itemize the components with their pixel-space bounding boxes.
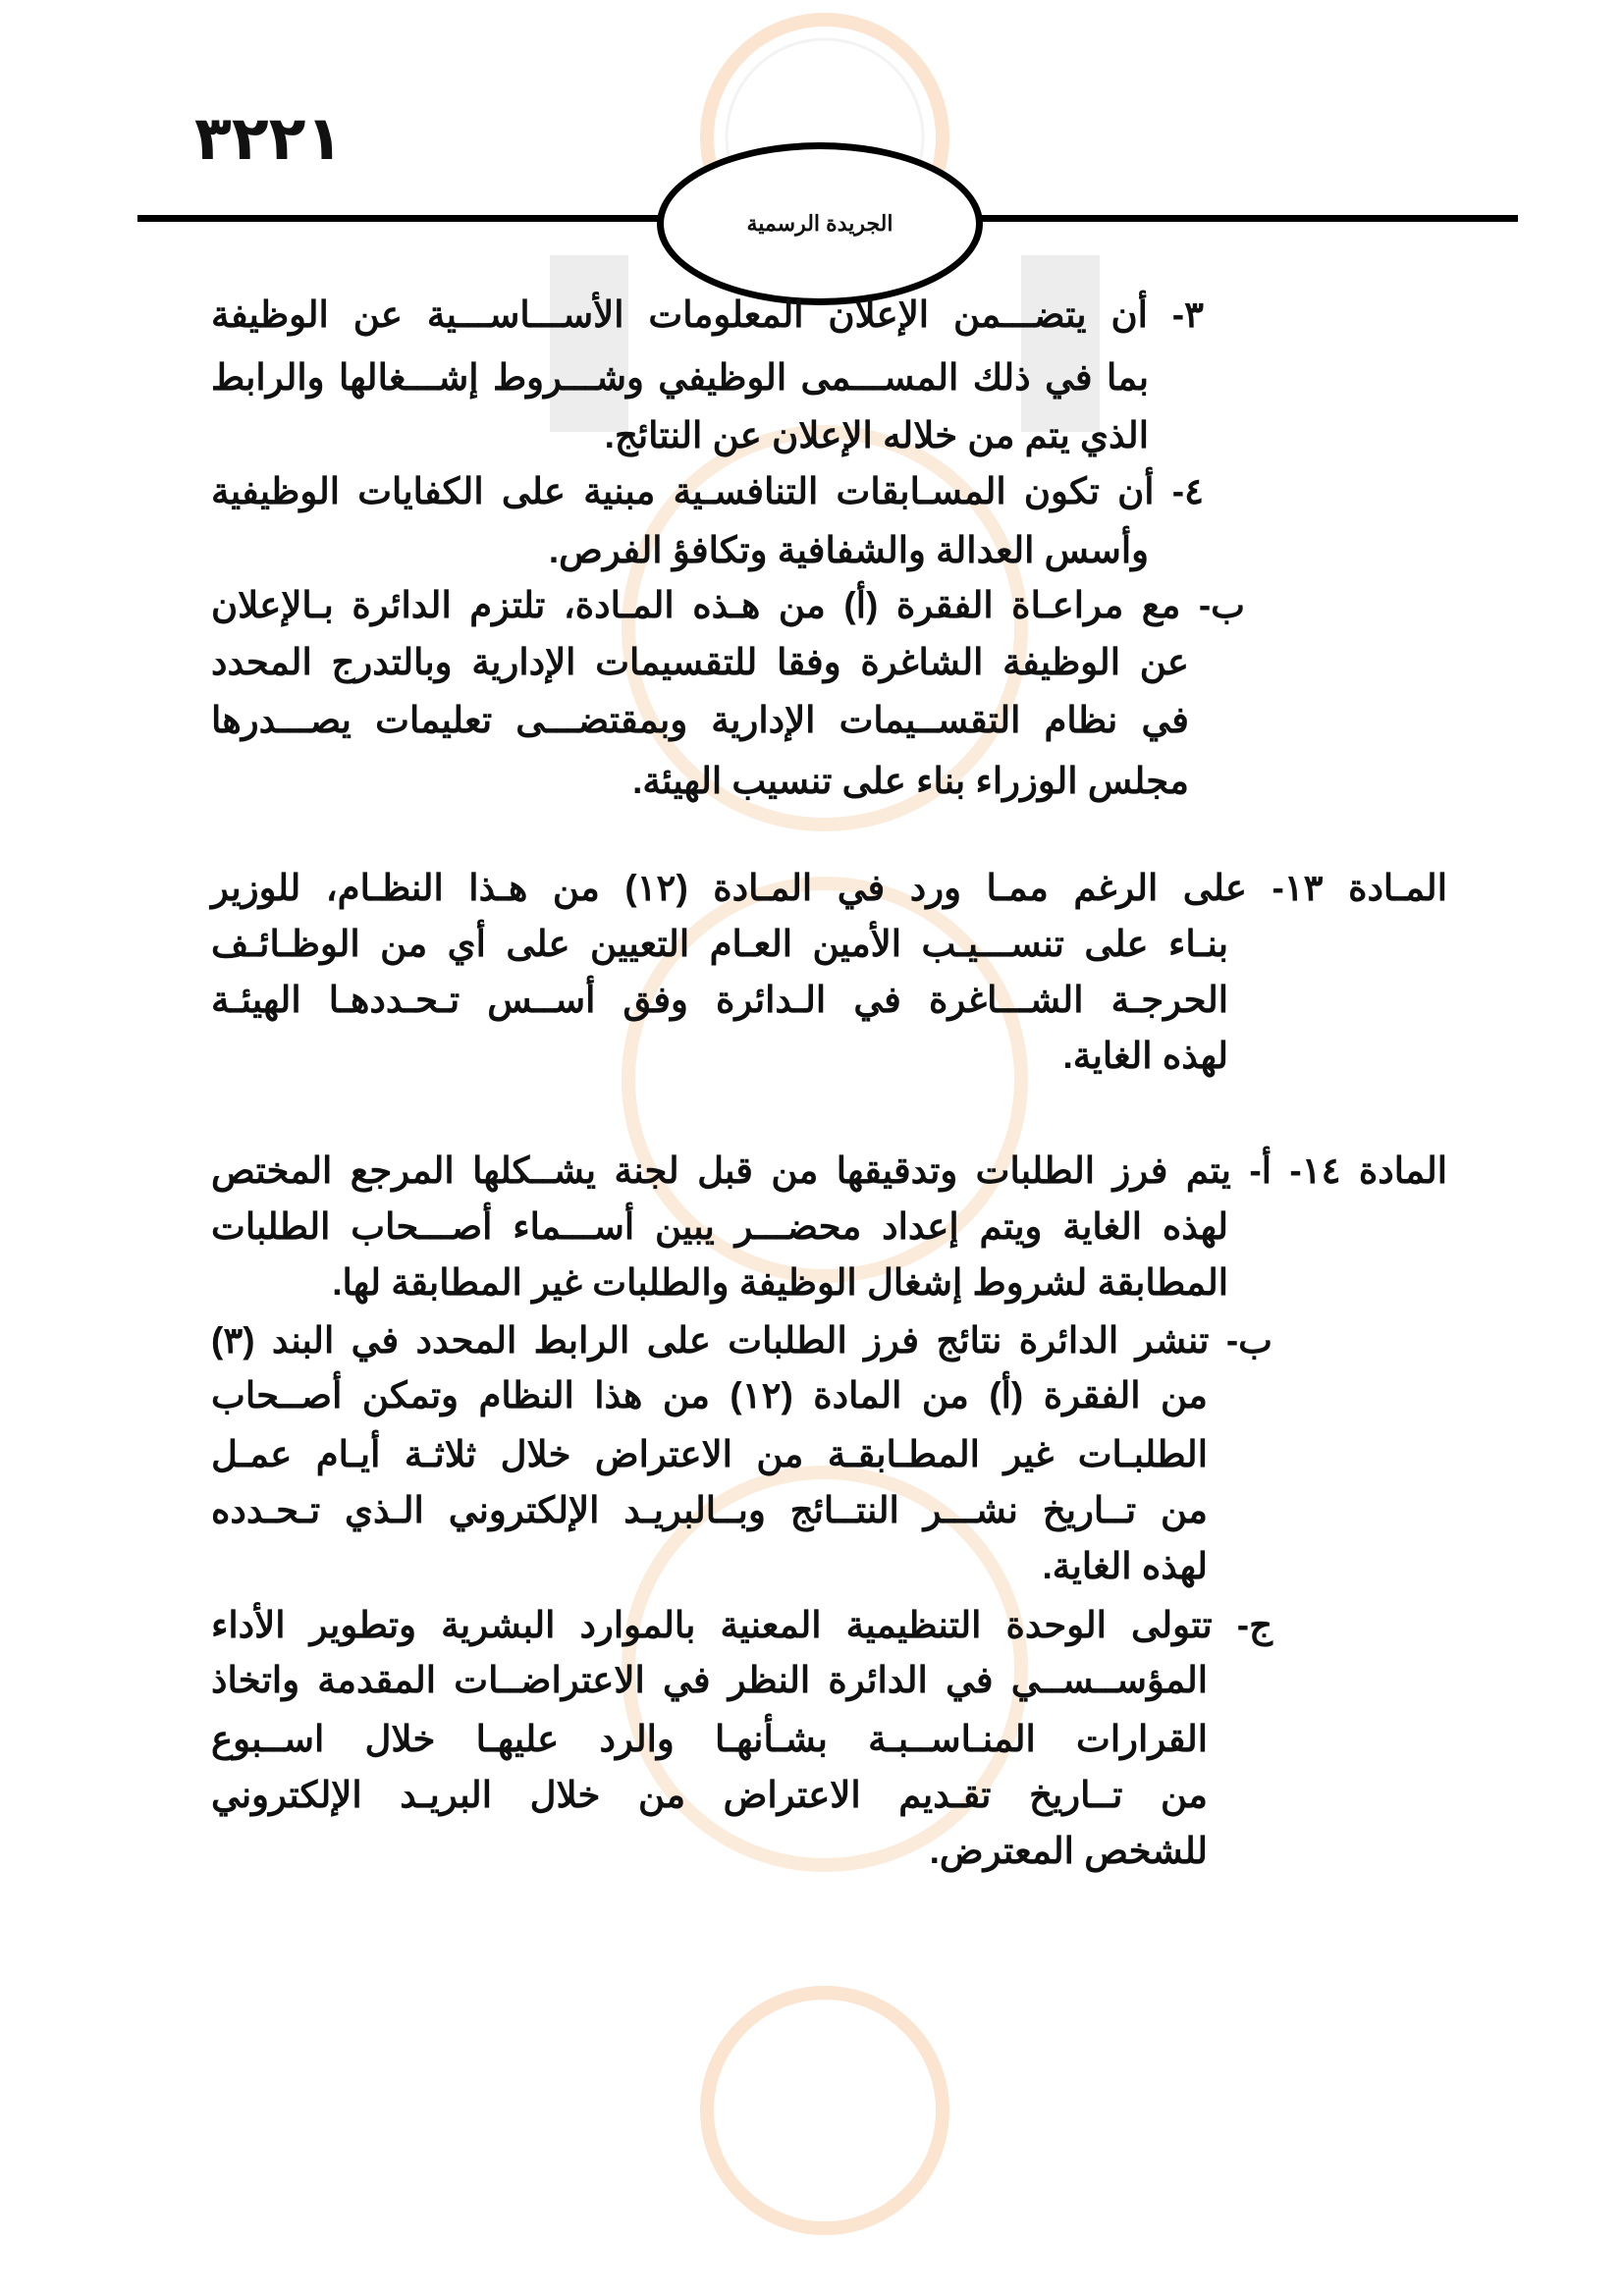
article-14-line: القرارات المنـاســبـة بشـأنهـا والرد عليهـا خلال اســبوع [211,1719,1208,1759]
text-line: في نظام التقســيمات الإدارية وبمقتضـــى تعليمات يصـــدرها [211,700,1189,740]
text-line: ٣- أن يتضـــمن الإعلان المعلومات الأســـاســـية عن الوظيفة [211,294,1204,335]
gazette-title: الجريدة الرسمية [746,211,893,236]
article-13-line: لهذه الغاية. [1062,1036,1228,1076]
article-14-line: من تــاريخ نشـــر النتــائج وبــالبريـد الإلكتروني الـذي تـحـدده [211,1490,1208,1530]
article-13-line: بنـاء على تنســـيـب الأمين العـام التعيين على أي من الوظـائـف [211,924,1228,964]
article-14-line: المادة ١٤- أ- يتم فرز الطلبات وتدقيقها من قبل لجنة يشــكلها المرجع المختص [211,1150,1447,1191]
article-14-line: ب- تنشر الدائرة نتائج فرز الطلبات على الرابط المحدد في البند (٣) [211,1320,1272,1361]
text-line: الذي يتم من خلاله الإعلان عن النتائج. [604,415,1149,455]
text-line: بما في ذلك المســـمى الوظيفي وشـــروط إشـــغالها والرابط [211,357,1149,398]
article-14-line: من تــاريخ تقـديم الاعتراض من خلال البريـد الإلكتروني [211,1775,1208,1815]
article-13-line: المـادة ١٣- على الرغم ممـا ورد في المـادة (١٢) من هـذا النظـام، للوزير [211,868,1447,908]
article-14-line: المؤســســي في الدائرة النظر في الاعتراضــات المقدمة واتخاذ [211,1660,1208,1700]
article-14-line: للشخص المعترض. [929,1831,1208,1871]
text-line: مجلس الوزراء بناء على تنسيب الهيئة. [632,761,1189,801]
page-number: ٣٢٢١ [194,102,344,174]
article-13-line: الحرجـة الشـــاغرة في الـدائرة وفق أســس تـحـددهـا الهيئـة [211,980,1228,1020]
article-14-line: من الفقرة (أ) من المادة (١٢) من هذا النظام وتمكن أصــحاب [211,1375,1208,1415]
article-14-line: لهذه الغاية. [1042,1546,1208,1586]
article-14-line: ج- تتولى الوحدة التنظيمية المعنية بالموارد البشرية وتطوير الأداء [211,1605,1272,1645]
text-line: عن الوظيفة الشاغرة وفقا للتقسيمات الإدارية وبالتدرج المحدد [211,642,1189,682]
article-14-line: لهذه الغاية ويتم إعداد محضـــر يبين أســـماء أصـــحاب الطلبات [211,1206,1228,1247]
text-line: وأسس العدالة والشفافية وتكافؤ الفرص. [548,530,1149,570]
article-14-line: المطابقة لشروط إشغال الوظيفة والطلبات غير المطابقة لها. [332,1262,1228,1303]
text-line: ب- مع مراعـاة الفقرة (أ) من هـذه المـادة، تلتزم الدائرة بـالإعلان [211,585,1245,625]
article-14-line: الطلبـات غير المطـابقـة من الاعتراض خلال ثلاثـة أيـام عمـل [211,1434,1208,1474]
text-line: ٤- أن تكون المسـابقات التنافسـية مبنية على الكفايات الوظيفية [211,471,1204,511]
gazette-title-oval [657,142,983,305]
